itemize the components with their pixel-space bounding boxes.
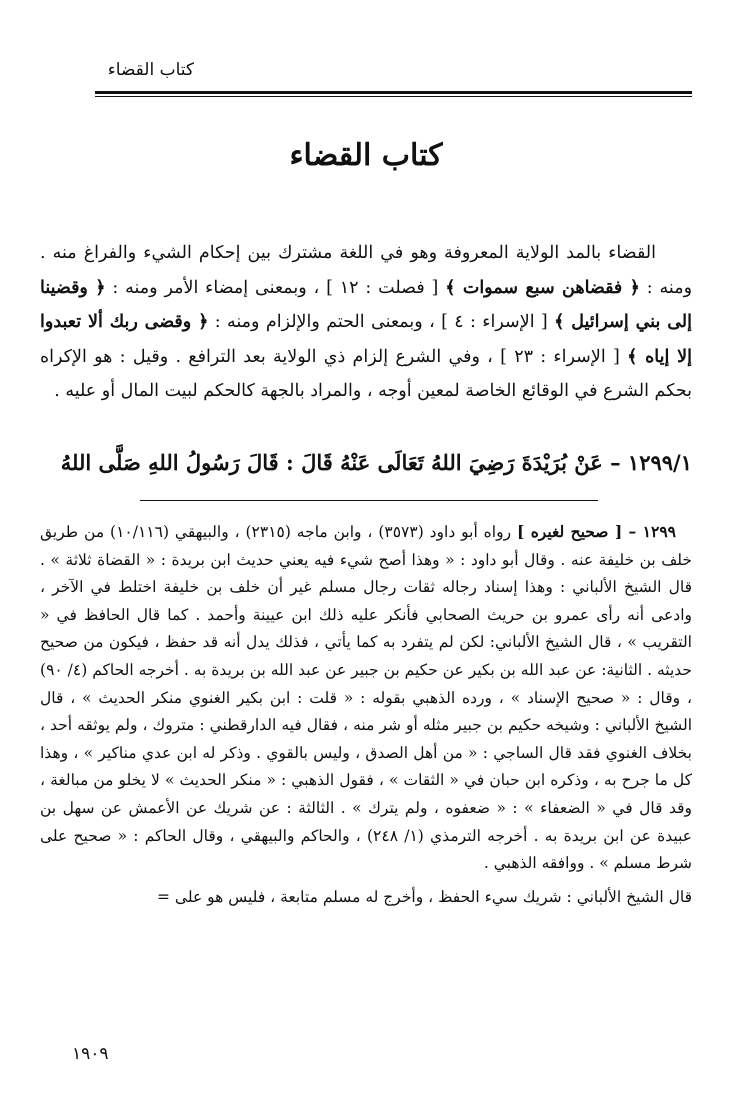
quran-quote-2: ﴿ وقضينا إلى بني إسرائيل ﴾ [40,277,692,332]
header-rule-thin [95,96,692,97]
footnote-paragraph-2: قال الشيخ الألباني : شريك سيء الحفظ ، وأخرج له مسلم متابعة ، فليس هو على = [157,887,692,906]
footnote-body: رواه أبو داود (٣٥٧٣) ، وابن ماجه (٢٣١٥) ، والبيهقي (١٠/١١٦) من طريق خلف بن خليفة عنه . وقال أبو داود : « وهذا أصح شيء فيه يعني حديث ابن بريدة : « القضاة ثلاثة » . قال الشيخ الألباني : وهذا إسناد رجاله ثقات رجال مسلم غير أن خلف بن خليفة اختلط في الآخر ، وادعى أنه رأى عمرو بن حريث الصحابي فأنكر عليه ذلك ابن عيينة وأحمد . كما قال الحافظ في « التقريب » ، قال الشيخ الألباني: لكن لم يتفرد به كما يأتي ، فذلك يدل أنه قد حفظ ، فيكون من صحيح حديثه . الثانية: عن عبد الله بن بكير عن حكيم بن جبير عن عبد الله بن بريدة به . أخرجه الحاكم (٤/ ٩٠) ، وقال : « صحيح الإسناد » ، ورده الذهبي بقوله : « قلت : ابن بكير الغنوي منكر الحديث » ، قال الشيخ الألباني : وشيخه حكيم بن جبير مثله أو شر منه ، فقال فيه الدارقطني : متروك ، ولم يوثقه أحد ، بخلاف الغنوي فقد قال الساجي : « من أهل الصدق ، وليس بالقوي . وذكر له ابن عدي مناكير » ، وهذا كل ما جرح به ، وذكره ابن حبان في « الثقات » ، فقول الذهبي : « منكر الحديث » لا يخلو من مبالغة ، وقد قال في « الضعفاء » : « ضعفوه ، ولم يترك » . الثالثة : عن شريك عن الأعمش عن سهل بن عبيدة عن ابن بريدة به . أخرجه الترمذي (١/ ٢٤٨) ، والحاكم والبيهقي ، وقال الحاكم : « صحيح على شرط مسلم » . ووافقه الذهبي . [40,523,692,873]
intro-segment-1: القضاء بالمد الولاية المعروفة وهو في اللغة مشترك بين إحكام الشيء والفراغ منه . ومنه : [40,243,693,298]
header-rule-thick [95,91,692,94]
footnotes [40,518,692,911]
intro-text [40,236,692,409]
hadith-text: ١٢٩٩/١ – عَنْ بُرَيْدَةَ رَضِيَ اللهُ تَعَالَى عَنْهُ قَالَ : قَالَ رَسُولُ اللهِ صَلَّى اللهُ [60,450,692,475]
intro-paragraph [40,236,692,409]
running-head: كتاب القضاء [107,60,194,80]
footnote-lead: ١٢٩٩ – [ صحيح لغيره ] [516,522,676,541]
quran-quote-3: ﴿ وقضى ربك ألا تعبدوا إلا إياه ﴾ [40,312,692,367]
intro-segment-2: [ فصلت : ١٢ ] ، وبمعنى إمضاء الأمر ومنه : [105,277,446,298]
intro-segment-4: [ الإسراء : ٢٣ ] ، وفي الشرع إلزام ذي الولاية بعد الترافع . وقيل : هو الإكراه بحكم الشرع في الوقائع الخاصة لمعين أوجه ، والمراد بالجهة كالحكم لبيت المال أو عليه . [40,346,692,401]
page-number: ١٩٠٩ [72,1044,109,1064]
footnote-paragraph-1 [40,518,692,878]
quran-quote-1: ﴿ فقضاهن سبع سموات ﴾ [445,277,640,298]
intro-segment-3: [ الإسراء : ٤ ] ، وبمعنى الحتم والإلزام ومنه : [208,312,555,332]
chapter-title: كتاب القضاء [289,138,443,173]
footnote-separator [140,500,598,501]
